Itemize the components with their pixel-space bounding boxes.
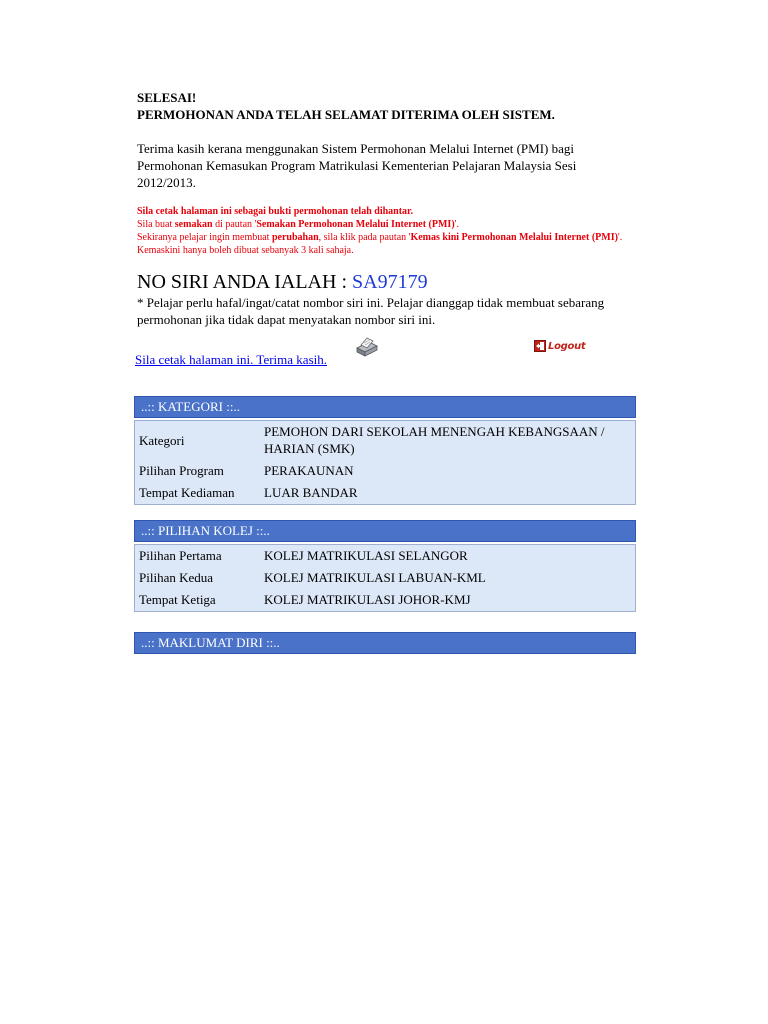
logout-door-icon [534,340,546,352]
kolej-table [134,544,636,612]
maklumat-header: ..:: MAKLUMAT DIRI ::.. [134,632,636,654]
row-value: PEMOHON DARI SEKOLAH MENENGAH KEBANGSAAN / HARIAN (SMK) [264,424,605,456]
notice-print-proof: Sila cetak halaman ini sebagai bukti permohonan telah dihantar. [137,206,414,217]
success-title: SELESAI! [137,90,197,105]
table-row [135,482,635,504]
table-row [135,589,635,611]
maklumat-section [134,632,636,654]
row-value: KOLEJ MATRIKULASI JOHOR-KMJ [264,592,471,607]
table-row [135,545,635,567]
serial-number: SA97179 [352,271,428,293]
table-row [135,567,635,589]
row-value: LUAR BANDAR [264,485,358,500]
kategori-header: ..:: KATEGORI ::.. [134,396,636,418]
table-row [135,421,635,460]
printer-icon[interactable] [353,336,379,358]
kolej-header: ..:: PILIHAN KOLEJ ::.. [134,520,636,542]
row-label: Tempat Ketiga [139,592,216,607]
row-value: KOLEJ MATRIKULASI SELANGOR [264,548,468,563]
notice-limit: Kemaskini hanya boleh dibuat sebanyak 3 kali sahaja. [137,245,354,256]
serial-note: * Pelajar perlu hafal/ingat/catat nombor siri ini. Pelajar dianggap tidak membuat sebarang permohonan jika tidak dapat menyatakan nombor siri ini. [137,295,605,327]
logout-button[interactable] [534,340,585,352]
row-label: Pilihan Program [139,463,224,478]
notice-update: Sekiranya pelajar ingin membuat perubahan, sila klik pada pautan 'Kemas kini Permohonan Melalui Internet (PMI)'. [137,232,623,243]
row-value: KOLEJ MATRIKULASI LABUAN-KML [264,570,486,585]
logout-label: Logout [548,340,586,352]
success-subtitle: PERMOHONAN ANDA TELAH SELAMAT DITERIMA OLEH SISTEM. [137,107,555,122]
notice-check: Sila buat semakan di pautan 'Semakan Permohonan Melalui Internet (PMI)'. [137,219,459,230]
row-label: Tempat Kediaman [139,485,235,500]
kolej-section [134,520,636,612]
notice-block [137,205,635,257]
row-value: PERAKAUNAN [264,463,354,478]
kategori-table [134,420,636,505]
serial-label: NO SIRI ANDA IALAH : [137,271,352,293]
serial-number-line [137,270,635,294]
row-label: Kategori [139,432,185,448]
row-label: Pilihan Kedua [139,570,214,585]
row-label: Pilihan Pertama [139,548,222,563]
kategori-section [134,396,636,505]
intro-text: Terima kasih kerana menggunakan Sistem Permohonan Melalui Internet (PMI) bagi Permohonan Kemasukan Program Matrikulasi Kementerian Pelajaran Malaysia Sesi 2012/2013. [137,141,577,190]
print-page-link[interactable]: Sila cetak halaman ini. Terima kasih. [135,352,327,367]
confirmation-content [137,89,635,376]
action-row [137,336,635,376]
success-heading [137,89,635,123]
table-row [135,460,635,482]
